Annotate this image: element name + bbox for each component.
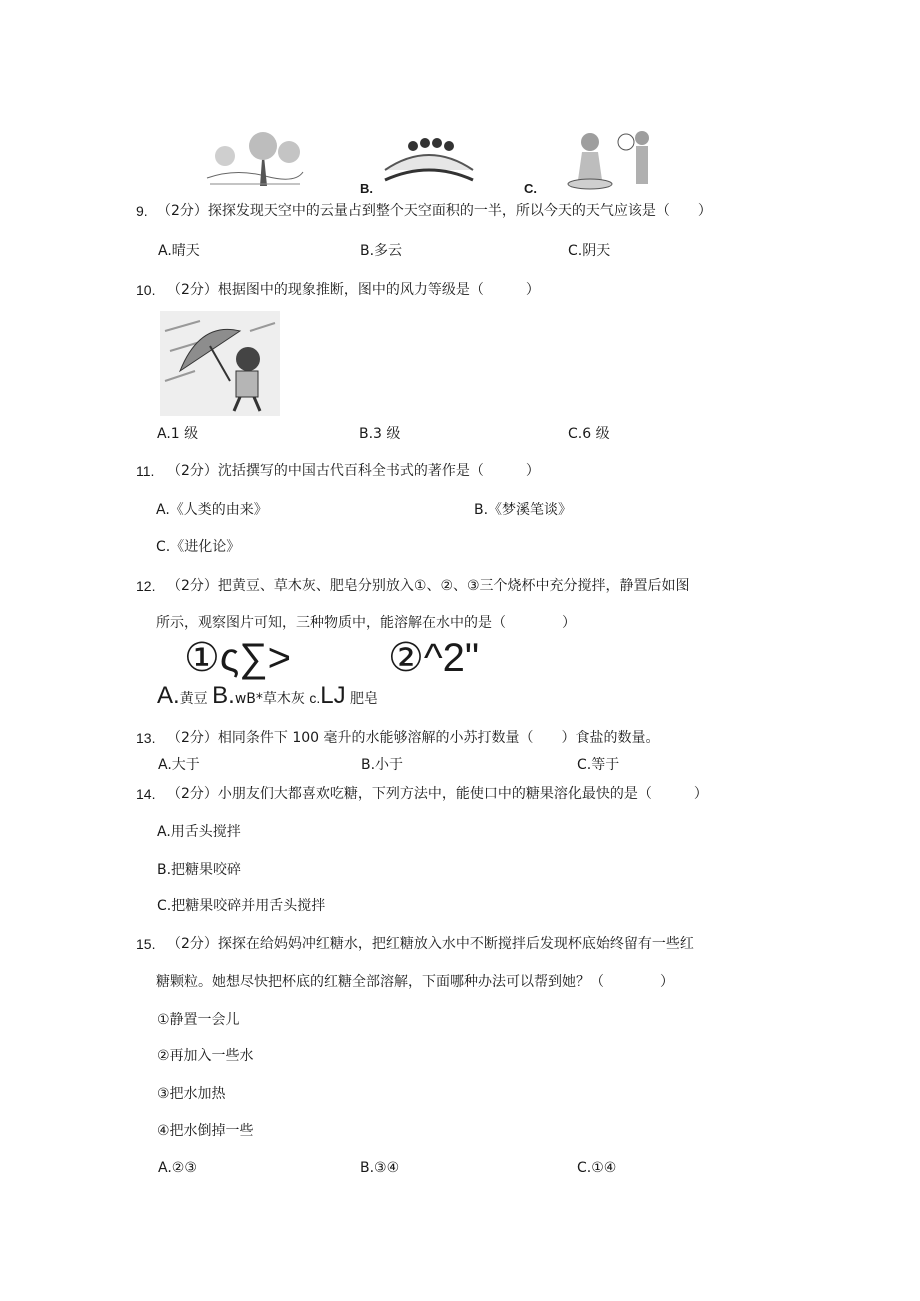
q9-stem: （2分）探探发现天空中的云量占到整个天空面积的一半，所以今天的天气应该是（ ） [157, 203, 712, 219]
q12-options-row [157, 683, 378, 714]
q15-item-1: ①静置一会儿 [157, 1012, 240, 1028]
q15-item-2: ②再加入一些水 [157, 1048, 254, 1064]
q14-option-c[interactable]: C.把糖果咬碎并用舌头搅拌 [157, 898, 326, 914]
picture-c-label: C. [524, 181, 537, 196]
scene-picture-b [383, 130, 475, 188]
q9-option-b[interactable]: B.多云 [360, 243, 403, 259]
q11-option-b[interactable]: B.《梦溪笔谈》 [474, 502, 573, 518]
q15-option-c[interactable]: C.①④ [577, 1160, 617, 1176]
q12-option-a-letter[interactable]: A. [157, 682, 180, 709]
q12-number: 12. [136, 578, 156, 594]
q15-stem-line1: （2分）探探在给妈妈冲红糖水，把红糖放入水中不断搅拌后发现杯底始终留有一些红 [167, 936, 694, 952]
q13-number: 13. [136, 730, 156, 746]
q15-item-3: ③把水加热 [157, 1086, 226, 1102]
q10-option-a[interactable]: A.1 级 [157, 426, 199, 442]
q12-option-c-small[interactable]: c. [309, 690, 321, 706]
q15-number: 15. [136, 936, 156, 952]
q9-option-a[interactable]: A.晴天 [158, 243, 200, 259]
q11-option-a[interactable]: A.《人类的由来》 [156, 502, 268, 518]
q9-number: 9. [136, 203, 148, 219]
q14-number: 14. [136, 786, 156, 802]
q10-stem: （2分）根据图中的现象推断，图中的风力等级是（ ） [167, 282, 540, 298]
q12-option-b-text[interactable]: wB*草木灰 [234, 691, 305, 707]
wind-umbrella-picture [160, 311, 280, 416]
q15-option-a[interactable]: A.②③ [158, 1160, 197, 1176]
q13-option-c[interactable]: C.等于 [577, 757, 620, 773]
q12-option-b-letter[interactable]: B. [212, 682, 235, 709]
q14-option-b[interactable]: B.把糖果咬碎 [157, 862, 242, 878]
q11-option-c[interactable]: C.《进化论》 [156, 539, 241, 555]
q10-option-c[interactable]: C.6 级 [568, 426, 610, 442]
q12-stem-line2: 所示，观察图片可知，三种物质中，能溶解在水中的是（ ） [156, 615, 576, 631]
q13-option-b[interactable]: B.小于 [361, 757, 404, 773]
picture-b-label: B. [360, 181, 373, 196]
q14-stem: （2分）小朋友们大都喜欢吃糖，下列方法中，能使口中的糖果溶化最快的是（ ） [167, 786, 708, 802]
scene-picture-c [560, 128, 662, 192]
q13-option-a[interactable]: A.大于 [158, 757, 200, 773]
q15-option-b[interactable]: B.③④ [360, 1160, 400, 1176]
q10-option-b[interactable]: B.3 级 [359, 426, 401, 442]
q13-stem: （2分）相同条件下 100 毫升的水能够溶解的小苏打数量（ ）食盐的数量。 [167, 730, 660, 746]
q12-option-c-text[interactable]: 肥皂 [350, 691, 379, 707]
scene-picture-a [205, 128, 305, 190]
q12-ocr-beaker-left: ①ς∑> [184, 636, 292, 680]
q12-ocr-beaker-right: ②^2" [388, 636, 480, 680]
q10-number: 10. [136, 282, 156, 298]
q9-option-c[interactable]: C.阴天 [568, 243, 611, 259]
q12-option-a-text[interactable]: 黄豆 [179, 691, 208, 707]
q11-number: 11. [136, 463, 155, 479]
q14-option-a[interactable]: A.用舌头搅拌 [157, 824, 241, 840]
q12-option-c-big[interactable]: LJ [320, 682, 346, 709]
q15-item-4: ④把水倒掉一些 [157, 1123, 254, 1139]
q15-stem-line2: 糖颗粒。她想尽快把杯底的红糖全部溶解，下面哪种办法可以帮到她？（ ） [156, 974, 674, 990]
q11-stem: （2分）沈括撰写的中国古代百科全书式的著作是（ ） [167, 463, 540, 479]
q12-stem-line1: （2分）把黄豆、草木灰、肥皂分别放入①、②、③三个烧杯中充分搅拌，静置后如图 [167, 578, 690, 594]
